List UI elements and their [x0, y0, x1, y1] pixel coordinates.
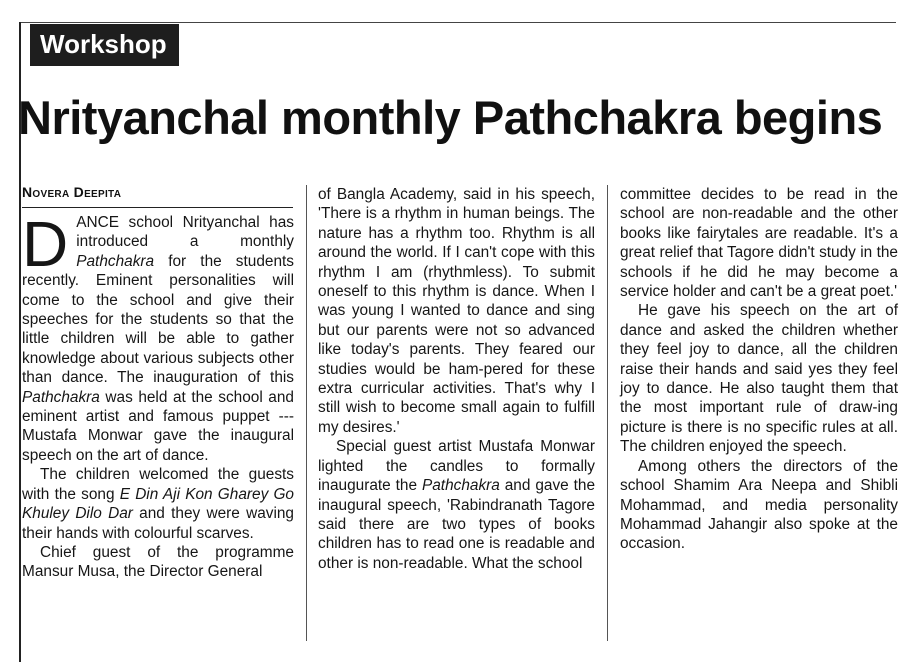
paragraph-5: He gave his speech on the art of dance and asked the children whether they feel joy to dance, all the children raise their hands and said yes they feel joy to dance. He also taught them that the most important rule of draw-ing picture is there is no specific rules at all. The children enjoyed the speech.: [620, 302, 898, 456]
section-label: Workshop: [30, 24, 179, 66]
paragraph-2: [22, 465, 294, 543]
paragraph-3: Chief guest of the programme Mansur Musa, the Director General: [22, 543, 294, 581]
p2-text-c: and they were waving their hands with colourful scarves.: [22, 505, 294, 542]
p2-text-a: The children welcomed the guests with the song: [22, 466, 294, 503]
headline: Nrityanchal monthly Pathchakra begins: [18, 91, 883, 144]
paragraph-3-continued: of Bangla Academy, said in his speech, 'There is a rhythm in human beings. The nature has a rhythm too. Rhythm is all around the world. If I can't cope with this rhythm I am (rhythmless). To submit oneself to this rhythm is dance. When I was young I wanted to dance and sing but our parents were not so advanced like today's parents. They feared our studies would be ham-pered for these extra curricular activities. That's why I still wish to become small again to fulfill my desires.': [318, 186, 595, 436]
paragraph-4: [318, 437, 595, 573]
column-1: [22, 208, 294, 582]
column-3: [620, 185, 898, 554]
p4-text-c: and gave the inaugural speech, 'Rabindranath Tagore said there are two types of books children has to read one is readable and other is non-readable. What the school: [318, 477, 596, 572]
byline: Novera Deepita: [22, 184, 122, 200]
p4-text-a: Special guest artist Mustafa Monwar lighted the candles to formally inaugurate the: [318, 438, 595, 495]
frame-top-rule: [19, 22, 896, 23]
p1-text-c: for the students recently. Eminent personalities will come to the school and give their speeches for the students so that the little children will be able to gather knowledge about various subjects other than dance. The inauguration of this: [22, 252, 294, 387]
column-rule-1: [306, 185, 307, 641]
p1-text-e: was held at the school and eminent artist and famous puppet --- Mustafa Monwar gave the inaugural speech on the art of dance.: [22, 388, 294, 464]
paragraph-6: Among others the directors of the school Shamim Ara Neepa and Shibli Mohammad, and media personality Mohammad Jahangir also spoke at the occasion.: [620, 457, 898, 553]
p4-italic-pathchakra: Pathchakra: [421, 477, 500, 495]
p1-text-a: ANCE school Nrityanchal has introduced a monthly: [76, 214, 294, 251]
column-2: [318, 185, 595, 573]
drop-cap: D: [22, 208, 69, 280]
p1-italic-pathchakra-2: Pathchakra: [22, 388, 100, 406]
column-rule-2: [607, 185, 608, 641]
paragraph-1: [22, 208, 294, 465]
paragraph-4-continued: committee decides to be read in the school are non-readable and the other books like fairytales are readable. It's a great relief that Tagore didn't study in the schools if he did he may become a service holder and can't be a great poet.': [620, 186, 898, 301]
p1-italic-pathchakra: Pathchakra: [76, 252, 155, 270]
p2-song-title: E Din Aji Kon Gharey Go Khuley Dilo Dar: [22, 485, 294, 523]
